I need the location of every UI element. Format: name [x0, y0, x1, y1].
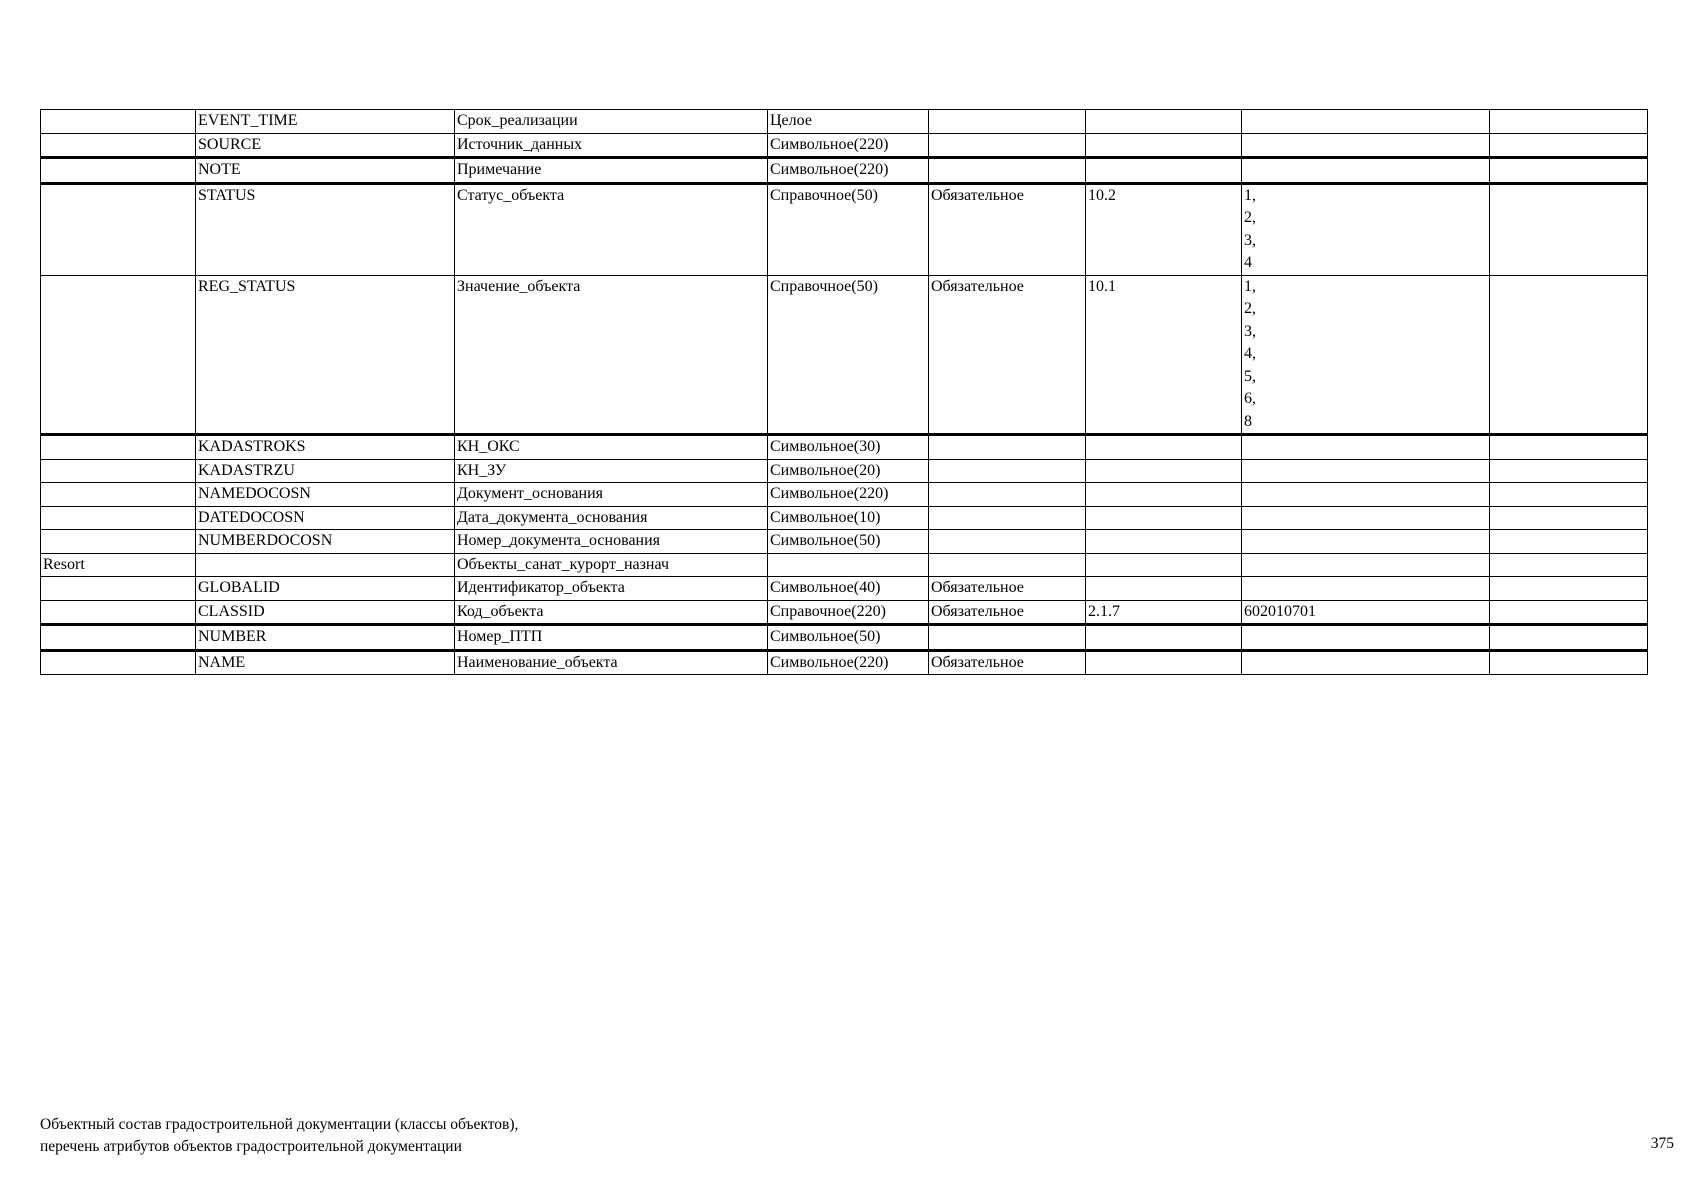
type-cell: Целое [768, 110, 929, 134]
alias-cell: Срок_реализации [455, 110, 768, 134]
class-cell [41, 133, 196, 158]
type-cell [768, 553, 929, 577]
table-row [41, 183, 1648, 275]
type-cell: Символьное(50) [768, 625, 929, 651]
table-row [41, 530, 1648, 554]
class-cell [41, 435, 196, 460]
class-cell [41, 483, 196, 507]
field-cell: KADASTROKS [196, 435, 455, 460]
reference-cell [1086, 110, 1242, 134]
class-cell [41, 530, 196, 554]
field-cell: NUMBERDOCOSN [196, 530, 455, 554]
field-cell [196, 553, 455, 577]
reference-cell [1086, 553, 1242, 577]
values-cell [1242, 158, 1490, 184]
reference-cell [1086, 158, 1242, 184]
alias-cell: КН_ОКС [455, 435, 768, 460]
attributes-table [40, 109, 1648, 675]
note-cell [1490, 183, 1648, 275]
note-cell [1490, 158, 1648, 184]
values-cell: 602010701 [1242, 600, 1490, 625]
alias-cell: Статус_объекта [455, 183, 768, 275]
alias-cell: Объекты_санат_курорт_назнач [455, 553, 768, 577]
note-cell [1490, 530, 1648, 554]
required-cell [929, 553, 1086, 577]
field-cell: NOTE [196, 158, 455, 184]
class-cell [41, 625, 196, 651]
class-cell [41, 110, 196, 134]
reference-cell: 10.1 [1086, 275, 1242, 435]
reference-cell: 10.2 [1086, 183, 1242, 275]
class-cell [41, 650, 196, 675]
alias-cell: КН_ЗУ [455, 459, 768, 483]
reference-cell [1086, 133, 1242, 158]
class-cell [41, 158, 196, 184]
table-row [41, 650, 1648, 675]
field-cell: EVENT_TIME [196, 110, 455, 134]
alias-cell: Идентификатор_объекта [455, 577, 768, 601]
type-cell: Справочное(220) [768, 600, 929, 625]
required-cell [929, 158, 1086, 184]
type-cell: Справочное(50) [768, 183, 929, 275]
class-cell [41, 506, 196, 530]
reference-cell [1086, 459, 1242, 483]
footer [40, 1114, 518, 1158]
field-cell: NAMEDOCOSN [196, 483, 455, 507]
field-cell: SOURCE [196, 133, 455, 158]
alias-cell: Номер_ПТП [455, 625, 768, 651]
reference-cell [1086, 650, 1242, 675]
table-row [41, 110, 1648, 134]
field-cell: KADASTRZU [196, 459, 455, 483]
required-cell: Обязательное [929, 577, 1086, 601]
field-cell: NAME [196, 650, 455, 675]
table-row [41, 625, 1648, 651]
page-number: 375 [1650, 1135, 1674, 1152]
table-row [41, 506, 1648, 530]
required-cell: Обязательное [929, 650, 1086, 675]
values-cell [1242, 577, 1490, 601]
field-cell: STATUS [196, 183, 455, 275]
values-cell: 1, 2, 3, 4 [1242, 183, 1490, 275]
table-row [41, 577, 1648, 601]
values-cell [1242, 110, 1490, 134]
alias-cell: Номер_документа_основания [455, 530, 768, 554]
type-cell: Символьное(20) [768, 459, 929, 483]
alias-cell: Примечание [455, 158, 768, 184]
required-cell [929, 483, 1086, 507]
alias-cell: Источник_данных [455, 133, 768, 158]
type-cell: Символьное(220) [768, 650, 929, 675]
field-cell: NUMBER [196, 625, 455, 651]
values-cell [1242, 530, 1490, 554]
required-cell [929, 506, 1086, 530]
reference-cell [1086, 483, 1242, 507]
table-row [41, 483, 1648, 507]
footer-line-2: перечень атрибутов объектов градостроительной документации [40, 1138, 462, 1155]
class-cell [41, 183, 196, 275]
values-cell: 1, 2, 3, 4, 5, 6, 8 [1242, 275, 1490, 435]
required-cell: Обязательное [929, 600, 1086, 625]
table-row [41, 553, 1648, 577]
required-cell: Обязательное [929, 183, 1086, 275]
values-cell [1242, 483, 1490, 507]
footer-line-1: Объектный состав градостроительной документации (классы объектов), [40, 1116, 519, 1133]
alias-cell: Значение_объекта [455, 275, 768, 435]
table-row [41, 435, 1648, 460]
values-cell [1242, 435, 1490, 460]
class-cell [41, 275, 196, 435]
required-cell [929, 110, 1086, 134]
type-cell: Справочное(50) [768, 275, 929, 435]
table-row [41, 158, 1648, 184]
required-cell [929, 459, 1086, 483]
table-row [41, 600, 1648, 625]
type-cell: Символьное(220) [768, 133, 929, 158]
type-cell: Символьное(220) [768, 158, 929, 184]
reference-cell [1086, 577, 1242, 601]
alias-cell: Код_объекта [455, 600, 768, 625]
note-cell [1490, 483, 1648, 507]
note-cell [1490, 600, 1648, 625]
values-cell [1242, 459, 1490, 483]
required-cell [929, 133, 1086, 158]
required-cell [929, 435, 1086, 460]
values-cell [1242, 133, 1490, 158]
reference-cell [1086, 435, 1242, 460]
values-cell [1242, 553, 1490, 577]
values-cell [1242, 625, 1490, 651]
note-cell [1490, 650, 1648, 675]
values-cell [1242, 506, 1490, 530]
type-cell: Символьное(50) [768, 530, 929, 554]
required-cell [929, 530, 1086, 554]
table-row [41, 459, 1648, 483]
type-cell: Символьное(30) [768, 435, 929, 460]
note-cell [1490, 435, 1648, 460]
class-cell [41, 600, 196, 625]
type-cell: Символьное(10) [768, 506, 929, 530]
alias-cell: Документ_основания [455, 483, 768, 507]
field-cell: CLASSID [196, 600, 455, 625]
note-cell [1490, 459, 1648, 483]
required-cell: Обязательное [929, 275, 1086, 435]
table-row [41, 133, 1648, 158]
class-cell [41, 577, 196, 601]
field-cell: GLOBALID [196, 577, 455, 601]
alias-cell: Дата_документа_основания [455, 506, 768, 530]
reference-cell [1086, 530, 1242, 554]
note-cell [1490, 275, 1648, 435]
alias-cell: Наименование_объекта [455, 650, 768, 675]
note-cell [1490, 110, 1648, 134]
reference-cell [1086, 625, 1242, 651]
note-cell [1490, 625, 1648, 651]
field-cell: DATEDOCOSN [196, 506, 455, 530]
reference-cell: 2.1.7 [1086, 600, 1242, 625]
table-row [41, 275, 1648, 435]
values-cell [1242, 650, 1490, 675]
field-cell: REG_STATUS [196, 275, 455, 435]
note-cell [1490, 577, 1648, 601]
note-cell [1490, 133, 1648, 158]
table-body [41, 110, 1648, 675]
class-cell [41, 459, 196, 483]
note-cell [1490, 553, 1648, 577]
type-cell: Символьное(40) [768, 577, 929, 601]
reference-cell [1086, 506, 1242, 530]
type-cell: Символьное(220) [768, 483, 929, 507]
note-cell [1490, 506, 1648, 530]
class-cell: Resort [41, 553, 196, 577]
required-cell [929, 625, 1086, 651]
